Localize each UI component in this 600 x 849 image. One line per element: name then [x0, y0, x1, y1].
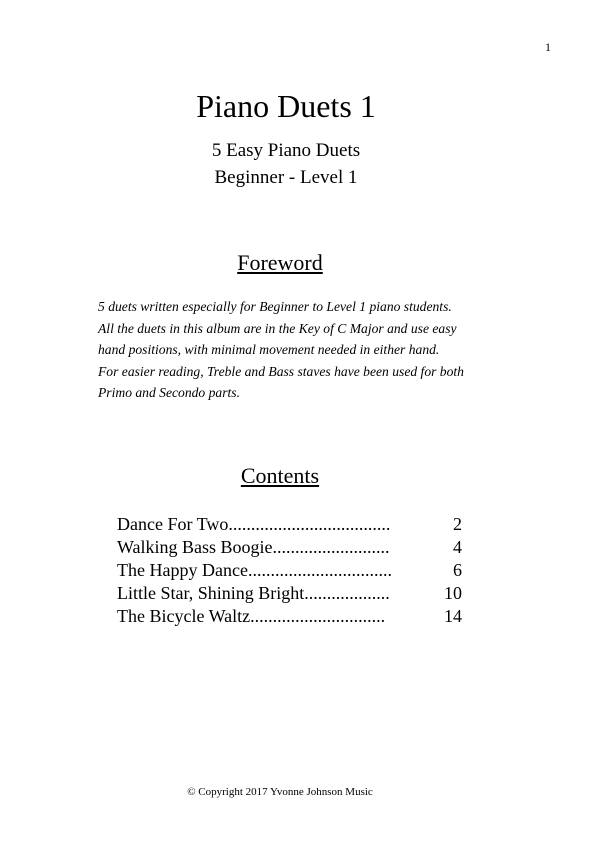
toc-entry-page: 14 — [444, 606, 462, 626]
toc-entry — [117, 536, 462, 559]
foreword-line: 5 duets written especially for Beginner to Level 1 piano students. — [98, 299, 452, 314]
foreword-line: All the duets in this album are in the Key of C Major and use easy — [98, 320, 457, 336]
toc-entry-page: 2 — [453, 514, 462, 534]
foreword-text — [98, 296, 538, 404]
page-title: Piano Duets 1 — [196, 88, 376, 124]
copyright-notice: © Copyright 2017 Yvonne Johnson Music — [187, 786, 373, 798]
toc-entry — [117, 559, 462, 582]
toc-entry-page: 6 — [453, 560, 462, 580]
toc-entry-title: Walking Bass Boogie.......................... — [117, 537, 390, 557]
foreword-line: hand positions, with minimal movement needed in either hand. — [98, 342, 440, 357]
foreword-heading: Foreword — [237, 250, 323, 275]
toc-entry — [117, 582, 462, 605]
toc-entry-title: Dance For Two.................................... — [117, 514, 391, 534]
contents-heading: Contents — [240, 463, 320, 488]
toc-entry-title: The Bicycle Waltz.............................. — [117, 606, 386, 626]
table-of-contents — [117, 513, 462, 628]
page-number: 1 — [545, 40, 551, 54]
toc-entry-page: 10 — [444, 583, 462, 603]
subtitle-level: Beginner - Level 1 — [214, 167, 358, 188]
subtitle-description: 5 Easy Piano Duets — [211, 140, 361, 161]
toc-entry-title: Little Star, Shining Bright................... — [117, 583, 390, 603]
foreword-line: For easier reading, Treble and Bass staves have been used for both — [98, 363, 464, 379]
toc-entry — [117, 513, 462, 536]
toc-entry — [117, 605, 462, 628]
toc-entry-page: 4 — [453, 537, 462, 557]
foreword-line: Primo and Secondo parts. — [98, 385, 240, 400]
toc-entry-title: The Happy Dance................................ — [117, 560, 392, 580]
